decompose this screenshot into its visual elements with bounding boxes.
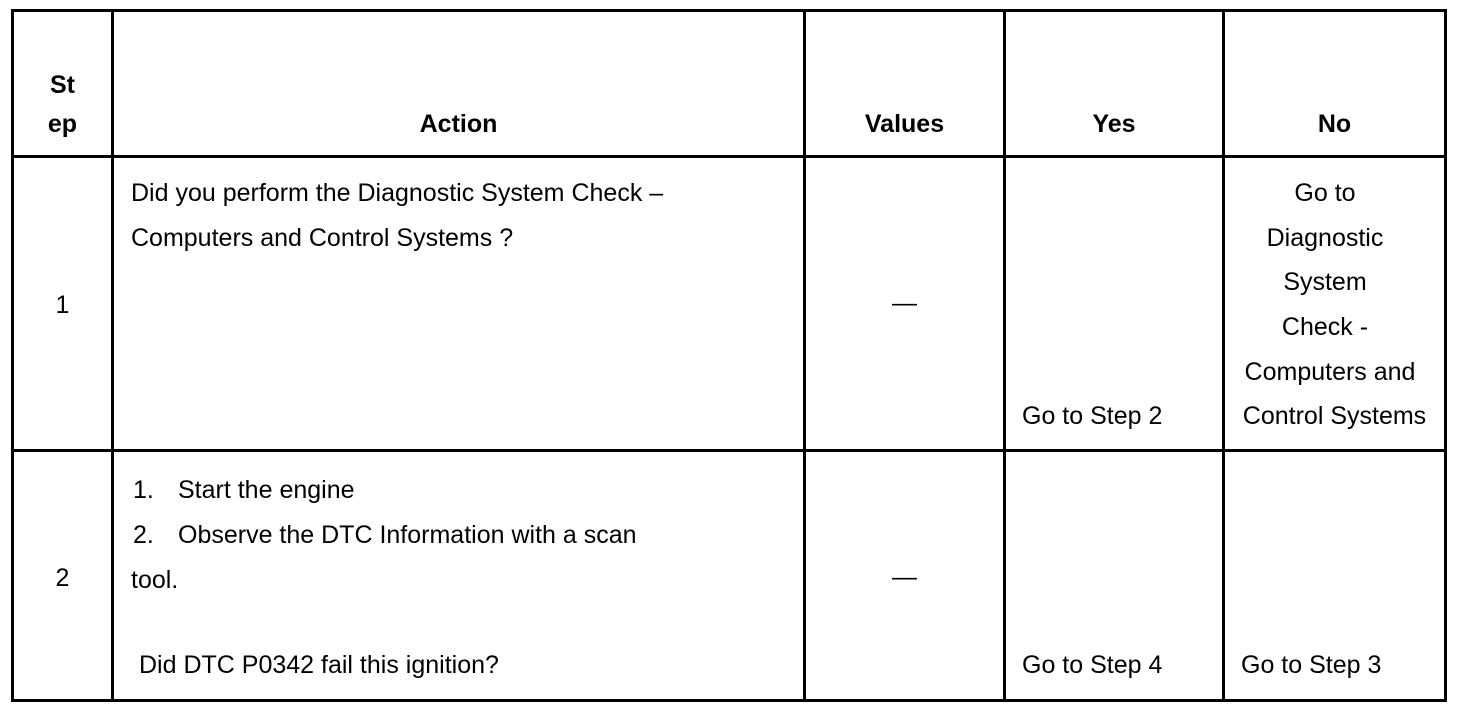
header-divider — [11, 155, 1447, 158]
header-yes: Yes — [1092, 110, 1136, 138]
table-border-right — [1444, 9, 1447, 702]
action-question: Did DTC P0342 fail this ignition? — [139, 651, 499, 679]
step-number: 2 — [55, 564, 70, 592]
list-item-text: Observe the DTC Information with a scan — [178, 521, 637, 549]
header-step-line2: ep — [47, 110, 78, 138]
no-cell-line: Control Systems — [1242, 402, 1427, 430]
yes-cell: Go to Step 4 — [1022, 651, 1163, 679]
header-action: Action — [419, 110, 498, 138]
action-text-line: tool. — [131, 566, 179, 594]
values-cell: — — [892, 289, 917, 317]
no-cell-line: Go to — [1294, 179, 1356, 207]
header-step-line1: St — [50, 71, 75, 99]
action-text-line: Did you perform the Diagnostic System Check – — [131, 179, 664, 207]
no-cell-line: Check - — [1281, 313, 1369, 341]
no-cell-line: System — [1283, 268, 1367, 296]
list-item-text: Start the engine — [178, 476, 355, 504]
no-cell: Go to Step 3 — [1241, 651, 1382, 679]
yes-cell: Go to Step 2 — [1022, 402, 1163, 430]
row-divider — [11, 449, 1447, 452]
no-cell-line: Diagnostic — [1266, 224, 1384, 252]
table-border-bottom — [11, 699, 1447, 702]
header-values: Values — [864, 110, 945, 138]
header-no: No — [1317, 110, 1352, 138]
step-number: 1 — [55, 291, 70, 319]
table-border-top — [11, 9, 1447, 12]
list-item-number: 1. — [133, 476, 154, 504]
list-item-number: 2. — [133, 521, 154, 549]
no-cell-line: Computers and — [1244, 358, 1416, 386]
values-cell: — — [892, 563, 917, 591]
action-text-line: Computers and Control Systems ? — [131, 224, 514, 252]
